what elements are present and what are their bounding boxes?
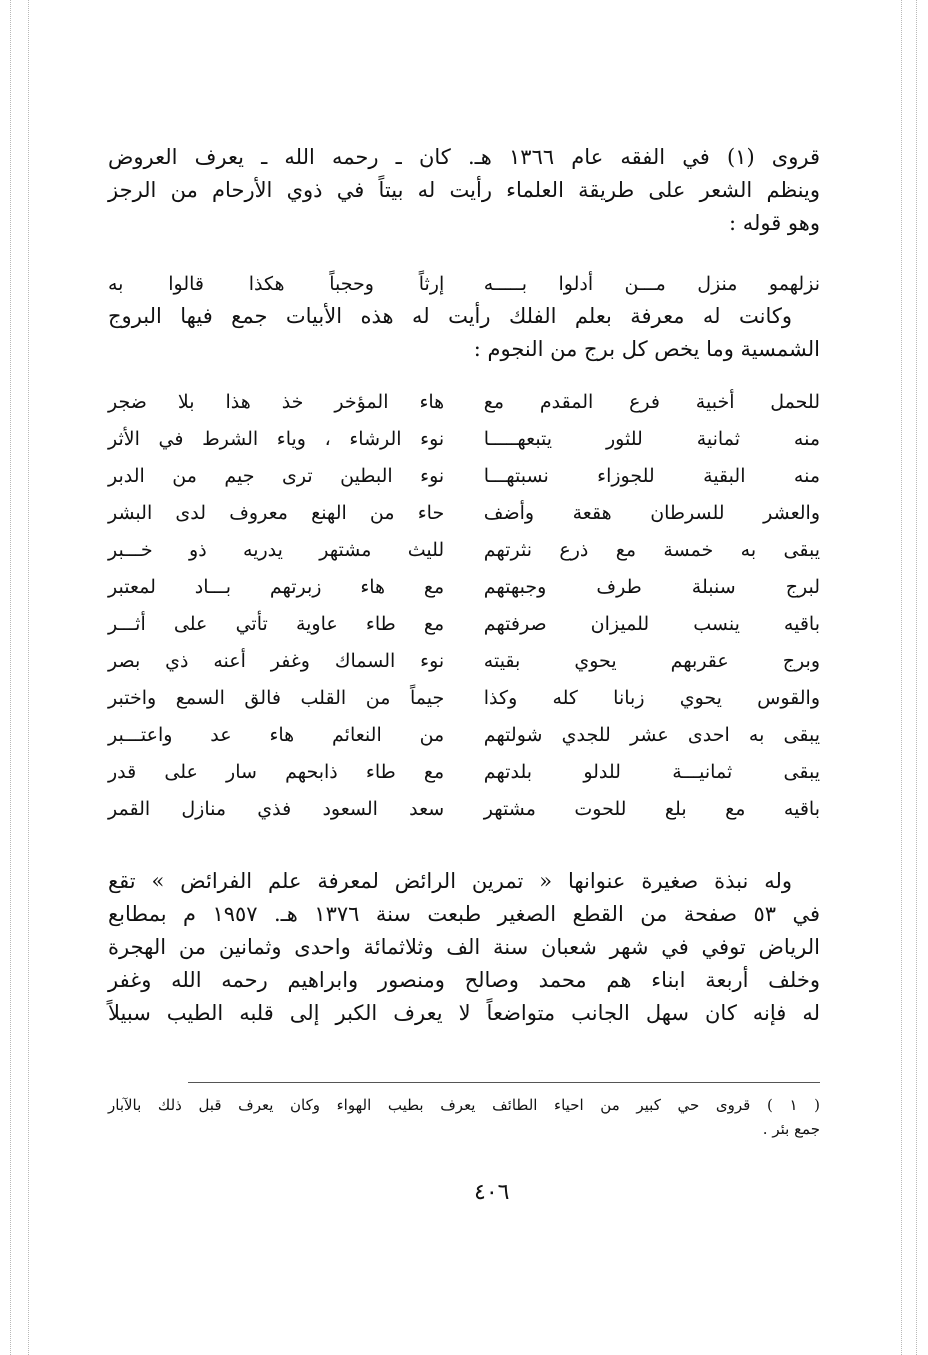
verse-first-hemistich: نزلهمو منزل مـــن أدلوا بـــــه xyxy=(483,273,820,295)
scan-edge-line xyxy=(901,0,902,1355)
verse-line xyxy=(108,754,820,791)
scan-edge-line xyxy=(916,0,917,1355)
verse-line xyxy=(108,384,820,421)
text-line: وخلف أربعة ابناء هم محمد وصالح ومنصور وابراهيم رحمه الله وغفر xyxy=(108,968,820,992)
text-line: الرياض توفي في شهر شعبان سنة الف وثلاثمائة واحدى وثمانين من الهجرة xyxy=(108,935,820,959)
paragraph-3 xyxy=(108,865,820,1030)
verse-second-hemistich: مع طاء ذابحهم سار على قدر xyxy=(108,761,445,783)
text-line: وينظم الشعر على طريقة العلماء رأيت له بيتاً في ذوي الأرحام من الرجز xyxy=(108,178,820,202)
verse-first-hemistich: باقيه ينسب للميزان صرفتهم xyxy=(483,613,820,635)
verse-second-hemistich: هاء المؤخر خذ هذا بلا ضجر xyxy=(108,391,445,413)
verse-second-hemistich: سعد السعود فذي منازل القمر xyxy=(108,798,445,820)
verse-first-hemistich: يبقى به احدى عشر للجدي شولتهم xyxy=(483,724,820,746)
scan-edge-line xyxy=(10,0,11,1355)
verse-line xyxy=(108,421,820,458)
text-line: وله نبذة صغيرة عنوانها « تمرين الرائض لمعرفة علم الفرائض » تقع xyxy=(108,869,792,893)
verse-second-hemistich: نوء الرشاء ، وياء الشرط في الأثر xyxy=(108,428,445,450)
text-line: قروى (١) في الفقه عام ١٣٦٦ هـ. كان ـ رحمه الله ـ يعرف العروض xyxy=(108,145,820,169)
verse-first-hemistich: لبرج سنبلة طرف وجبهتهم xyxy=(483,576,820,598)
verse-second-hemistich: نوء السماك وغفر أعنه ذي بصر xyxy=(108,650,445,672)
verse-first-hemistich: يبقى ثمانيـــة للدلو بلدتهم xyxy=(483,761,820,783)
verse-line xyxy=(108,458,820,495)
footnote-line: ( ١ ) قروى حي كبير من احياء الطائف يعرف بطيب الهواء وكان يعرف قبل ذلك بالآبار xyxy=(108,1096,821,1114)
verse-line xyxy=(108,680,820,717)
scan-edge-line xyxy=(28,0,29,1355)
verse-line xyxy=(108,495,820,532)
footnote-separator xyxy=(188,1082,820,1083)
verse-second-hemistich: إرثاً وحجباً هكذا قالوا به xyxy=(108,273,445,295)
verse-second-hemistich: جيماً من القلب فالق السمع واختبر xyxy=(108,687,445,709)
verse-first-hemistich: يبقى به خمسة مع ذرع نثرتهم xyxy=(483,539,820,561)
text-line: وهو قوله : xyxy=(728,211,820,235)
footnote-line: جمع بئر . xyxy=(762,1120,820,1138)
verse-second-hemistich: مع هاء زبرتهم بـــاد لمعتبر xyxy=(108,576,445,598)
footnote xyxy=(108,1093,820,1141)
verse-first-hemistich: والعشر للسرطان هقعة وأضف xyxy=(483,502,820,524)
verse-first-hemistich: للحمل أخبية فرع المقدم مع xyxy=(483,391,820,413)
verse-first-hemistich: باقيه مع بلع للحوت مشتهر xyxy=(483,798,820,820)
verse-first-hemistich: والقوس يحوي زبانا كله وكذا xyxy=(483,687,820,709)
verse-second-hemistich: حاء من الهنع معروف لدى البشر xyxy=(108,502,445,524)
verse-first-hemistich: وبرج عقربهم يحوي بقيته xyxy=(483,650,820,672)
zodiac-poem xyxy=(108,384,820,828)
verse-first-hemistich: منه ثمانية للثور يتبعهـــــا xyxy=(483,428,820,450)
verse-second-hemistich: من النعائم هاء عد واعتـــبر xyxy=(108,724,445,746)
text-line: وكانت له معرفة بعلم الفلك رأيت له هذه الأبيات جمع فيها البروج xyxy=(108,304,792,328)
verse-line xyxy=(108,266,820,303)
verse-second-hemistich: لليث مشتهر يدريه ذو خـــبر xyxy=(108,539,445,561)
text-line: الشمسية وما يخص كل برج من النجوم : xyxy=(473,337,820,361)
text-line: في ٥٣ صفحة من القطع الصغير طبعت سنة ١٣٧٦ هـ. ١٩٥٧ م بمطابع xyxy=(108,902,821,926)
verse-line xyxy=(108,717,820,754)
verse-line xyxy=(108,569,820,606)
text-line: له فإنه كان سهل الجانب متواضعاً لا يعرف الكبر إلى قلبه الطيب سبيلاً xyxy=(108,1001,820,1025)
verse-first-hemistich: منه البقية للجوزاء نسبتهـــا xyxy=(483,465,820,487)
verse-second-hemistich: نوء البطين ترى جيم من الدبر xyxy=(108,465,445,487)
verse-line xyxy=(108,606,820,643)
verse-line xyxy=(108,643,820,680)
verse-line xyxy=(108,791,820,828)
verse-second-hemistich: مع طاء عاوية تأتي على أثـــر xyxy=(108,613,445,635)
page-number: ٤٠٦ xyxy=(474,1180,510,1205)
paragraph-2 xyxy=(108,300,820,366)
paragraph-1 xyxy=(108,141,820,240)
verse-line xyxy=(108,532,820,569)
intro-verse xyxy=(108,266,820,303)
